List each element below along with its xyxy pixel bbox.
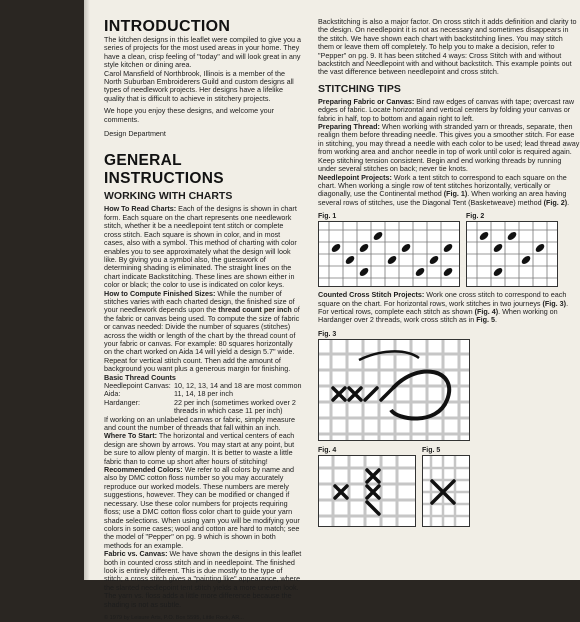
preparing-thread-paragraph [318,123,580,173]
intro-paragraph-3: We hope you enjoy these designs, and welcome your comments. [104,106,275,124]
count-label: Needlepoint Canvas: [104,381,171,390]
count-label: Hardanger: [104,397,140,407]
figure-3-label: Fig. 3 [318,330,337,338]
left-column [104,18,302,622]
figure-2-label: Fig. 2 [466,213,485,221]
figure-4 [318,447,416,527]
backstitching-paragraph: Backstitching is also a major factor. On cross stitch it adds definition and clarity to the design. On needlepoint it is not as necessary and sometimes disappears in the stitch. We have shown each chart with backstitching lines. You may stitch them or leave them off completely. To help you to make a decision, refer to "Pepper" on pg. 9. It has been stitched 4 ways: Cross Stitch with and without backstitch and Needlepoint with and without backstitch. This example points out the vast difference between needlepoint and cross stitch. [318,17,577,77]
needlepoint-projects-paragraph: Needlepoint Projects: Work a tent stitch to correspond to each square on the chart. When working a single row of tent stitches horizontally, vertically or diagonally, use the Continental method (Fig. 1). When working an area having several rows of stitches, use the Diagonal Tent (Basketweave) method (Fig. 2). [318,172,570,207]
figure-4-label: Fig. 4 [318,446,337,454]
recommended-colors-text: We refer to all colors by name and also by DMC cotton floss number so you may accurately reproduce our worked models. These numbers are merely suggestions, however. They can be modified or changed if necessary. Use these color numbers for projects requiring floss; use a DMC cotton floss color chart to guide your yarn shade selections. When using yarn you will be modifying your colors in some cases; wool and cotton are hard to match; see the model of "Pepper" on pg. 9 which is shown in both methods for an example. [104,465,300,550]
fig5-reference: Fig. 5 [476,315,495,325]
recommended-colors-label: Recommended Colors: [104,465,183,475]
right-column [318,18,580,527]
figure-2-diagram [466,221,558,287]
figure-5 [422,447,470,527]
figure-5-diagram [422,455,470,527]
needlepoint-text-b: . When working an area having several rows of stitches, use the Diagonal Tent (Basketweave) method [318,189,567,207]
general-instructions-heading: GENERAL INSTRUCTIONS [104,152,224,188]
finished-size-text-b: of the fabric or canvas being used. To compute the size of fabric or canvas needed: Divide the number of squares (stitches) across the width or length of the chart by the thread count of your fabric or canvas. For example: 80 squares horizontally on the chart worked on Aida 14 will yield a design 5.7" wide. Repeat for vertical stitch count. Then add the amount of background you want plus a generous margin for finishing. [104,305,300,374]
count-value: 22 per inch (sometimes worked over 2 threads in which case 11 per inch) [174,397,296,416]
stitching-tips-heading: STITCHING TIPS [318,82,401,95]
intro-paragraph-2: Carol Mansfield of Northbrook, Illinois is a member of the North Suburban Embroiderers Guild and custom designs all types of needlework projects. Her designs have a lifelike quality that is difficult to achieve in stitchery projects. [104,68,294,103]
read-charts-paragraph [104,205,302,289]
preparing-thread-label: Preparing Thread: [318,122,380,132]
preparing-fabric-paragraph [318,98,580,123]
counted-cross-stitch-paragraph: Counted Cross Stitch Projects: Work one cross stitch to correspond to each square on the chart. For horizontal rows, work stitches in two journeys (Fig. 3). For vertical rows, complete each stitch as shown (Fig. 4). When working on Hardanger over 2 threads, work cross stitch as in Fig. 5. [318,290,569,325]
figure-1 [318,213,460,287]
figure-4-diagram [318,455,416,527]
needlepoint-projects-label: Needlepoint Projects: [318,172,392,182]
count-label: Aida: [104,389,121,399]
finished-size-text-a: While the number of stitches varies with each charted design, the finished size of your needlework depends upon the [104,288,295,315]
fabric-vs-canvas-label: Fabric vs. Canvas: [104,549,168,559]
figure-3-diagram [318,339,470,441]
cross-stitch-rows-icon [319,340,469,440]
fig3-reference: (Fig. 3) [542,298,567,308]
preparing-fabric-label: Preparing Fabric or Canvas: [318,96,415,106]
count-value: 10, 12, 13, 14 and 18 are most common [174,381,302,390]
figure-1-label: Fig. 1 [318,213,337,221]
thread-count-emphasis: thread count per inch [218,305,292,315]
where-to-start-paragraph [104,432,302,466]
figure-3 [318,331,580,441]
fig4-reference: (Fig. 4) [474,306,499,316]
figures-row-1 [318,213,580,287]
fig1-reference: (Fig. 1) [443,189,468,199]
unlabeled-canvas-paragraph: If working on an unlabeled canvas or fabric, simply measure and count the number of threads that fall within an inch. [104,414,295,433]
basic-thread-counts-title: Basic Thread Counts [104,372,176,382]
read-charts-label: How To Read Charts: [104,204,177,214]
page-edge-shadow [84,0,90,580]
where-to-start-text: The horizontal and vertical centers of each design are shown by arrows. You may start at any point, but be sure to allow plenty of margin. It is better to waste a little fabric than to come up short after hours of stitching! [104,431,295,466]
working-with-charts-heading: WORKING WITH CHARTS [104,190,233,203]
preparing-thread-text: When working with stranded yarn or threads, separate, then realign them before threading needle. This gives you a smoother stitch. For ease in stitching, you may thread a needle with each color to be used; lead thread away from working area and anchor needle in top of work until color is required again. Keep stitching tension consistent. Begin and end working threads by running under several stitches on back; never tie knots. [318,122,580,174]
preparing-fabric-text: Bind raw edges of canvas with tape; overcast raw edges of fabric. Locate horizontal and vertical centers by folding your canvas or fabric in half, top to bottom and again right to left. [318,96,575,123]
figure-5-label: Fig. 5 [422,446,441,454]
figures-row-2 [318,447,580,527]
intro-signature: Design Department [104,129,166,139]
ccs-text-a: Work one cross stitch to correspond to each square on the chart. For horizontal rows, work stitches in two journeys [318,290,567,308]
fig2-reference: (Fig. 2) [543,197,568,207]
recommended-colors-paragraph [104,466,302,550]
needlepoint-text-a: Work a tent stitch to correspond to each square on the chart. When working a single row of tent stitches horizontally, vertically or diagonally, use the Continental method [318,172,567,199]
thread-counts-table [104,382,302,416]
intro-paragraph-1: The kitchen designs in this leaflet were compiled to give you a series of projects for the most used areas in your home. They have a clean, crisp feeling of "today" and will look great in any style kitchen or dining area. [104,35,301,70]
basketweave-stitch-icon [467,222,557,286]
intro-heading: INTRODUCTION [104,18,231,35]
read-charts-text: Each of the designs is shown in chart form. Each square on the chart represents one needlework stitch, whether it be a needlepoint tent stitch or complete cross stitch. Each square is shown in color, and in most cases, also with a symbol. This method of charting with color enables you to see approximately what the design will look like. By giving you a symbol also, the guesswork of determining shading is eliminated. The straight lines on the chart indicate Backstitching. These lines are shown either in color or black; the color to use is indicated on color keys. [104,204,297,290]
figure-2 [466,213,558,287]
vertical-cross-stitch-icon [319,456,415,526]
ccs-text-c: . When working on Hardanger over 2 threads, work cross stitch as in [318,306,558,325]
figure-1-diagram [318,221,460,287]
hardanger-cross-stitch-icon [423,456,469,526]
finished-size-label: How to Compute Finished Sizes: [104,288,216,298]
fabric-vs-canvas-text: We have shown the designs in this leaflet both in counted cross stitch and in needlepoint. The finished look is entirely different. This is due mostly to the type of stitch; a cross stitch gives a "painting like" appearance, where the slanted needlepoint tent stitch yields a more uneven look. The yarn vs. floss adds a little more difference because the shading is not as subtle. [104,549,302,609]
copyright-notice: © 1979 by Leisure Arts, P.O. Box 5595, Little Rock, AR... [104,614,244,621]
finished-size-paragraph [104,290,302,374]
continental-stitch-icon [319,222,459,286]
table-row [104,399,302,416]
ccs-text-b: . For vertical rows, complete each stitch as shown [318,298,569,316]
counted-cross-stitch-label: Counted Cross Stitch Projects: [318,290,425,300]
count-value: 11, 14, 18 per inch [174,389,234,399]
where-to-start-label: Where To Start: [104,431,157,441]
